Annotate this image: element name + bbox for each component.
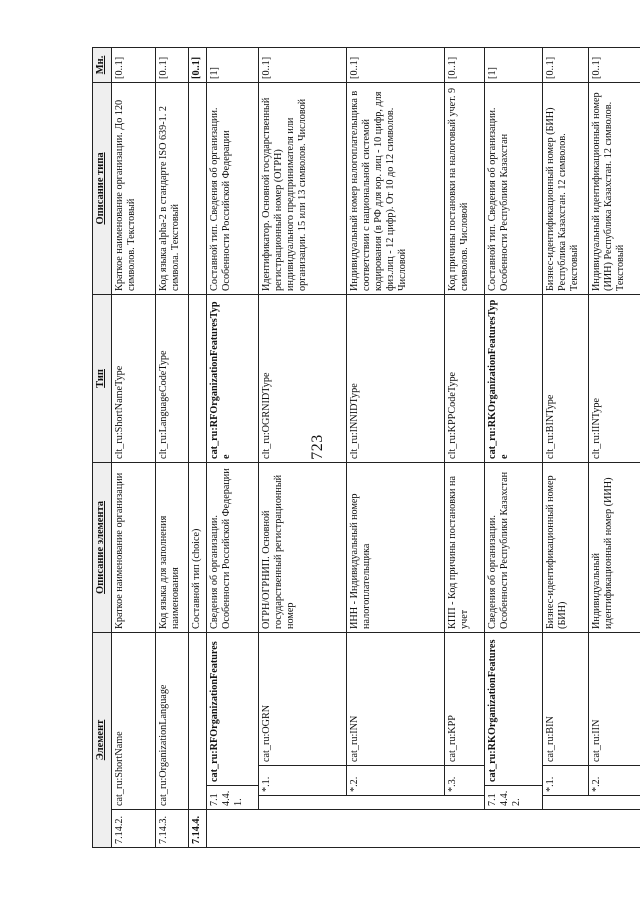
- element-name: cat_ru:RFOrganizationFeatures: [207, 632, 259, 785]
- element-name: cat_ru:INN: [347, 632, 445, 765]
- indent-cell: [259, 796, 347, 810]
- type-description: Код причины постановки на налоговый учет. 9 символов. Числовой: [445, 82, 485, 294]
- type-description-empty: [189, 82, 207, 294]
- element-description: КПП - Код причины постановки на учет: [445, 462, 485, 632]
- header-multiplicity: Мн.: [93, 47, 112, 82]
- indent-cell: [347, 796, 445, 810]
- header-element: Элемент: [93, 632, 112, 847]
- multiplicity: [0..1]: [112, 47, 156, 82]
- element-name: cat_ru:OGRN: [259, 632, 347, 765]
- type-description: Составной тип. Сведения об организации. Особенности Республики Казахстан: [485, 82, 543, 294]
- element-description: ОГРН/ОГРНИП. Основной государственный регистрационный номер: [259, 462, 347, 632]
- element-description: Индивидуальный идентификационный номер (ИИН): [589, 462, 640, 632]
- row-number: *.1.: [259, 766, 347, 796]
- type-description: Бизнес-идентификационный номер (БИН) Республика Казахстан. 12 символов. Текстовый: [543, 82, 589, 294]
- element-description: Составной тип (choice): [189, 462, 207, 632]
- row-number: *.2.: [589, 766, 640, 796]
- multiplicity: [0..1]: [347, 47, 445, 82]
- row-number: *.3.: [445, 766, 485, 796]
- type-name: clt_ru:ShortNameType: [112, 294, 156, 462]
- table-row: [485, 47, 543, 847]
- type-description: Составной тип. Сведения об организации. Особенности Российской Федерации: [207, 82, 259, 294]
- table-row: [543, 47, 589, 847]
- table-row: [189, 47, 207, 847]
- type-name: clt_ru:KPPCodeType: [445, 294, 485, 462]
- row-number: 7.14.4.1.: [207, 786, 259, 810]
- element-name: cat_ru:ShortName: [112, 632, 156, 809]
- header-element-description: Описание элемента: [93, 462, 112, 632]
- element-description: Сведения об организации. Особенности Республики Казахстан: [485, 462, 543, 632]
- element-name: cat_ru:BIN: [543, 632, 589, 765]
- indent-cell: [445, 796, 485, 810]
- type-description: Краткое наименование организации. До 120 символов. Текстовый: [112, 82, 156, 294]
- indent-cell: [259, 810, 347, 848]
- table-row: [112, 47, 156, 847]
- indent-cell: [207, 810, 259, 848]
- type-name: cat_ru:RFOrganizationFeaturesType: [207, 294, 259, 462]
- row-number: 7.14.4.: [189, 810, 207, 848]
- element-name: cat_ru:IIN: [589, 632, 640, 765]
- table-row: [259, 47, 347, 847]
- multiplicity: [0..1]: [445, 47, 485, 82]
- type-description: Идентификатор. Основной государственный регистрационный номер (ОГРН) индивидуального предпринимателя или организации. 15 или 13 символов. Числовой: [259, 82, 347, 294]
- multiplicity: [1]: [207, 47, 259, 82]
- type-name-empty: [189, 294, 207, 462]
- indent-cell: [485, 810, 543, 848]
- element-description: Бизнес-идентификационный номер (БИН): [543, 462, 589, 632]
- type-name: clt_ru:LanguageCodeType: [156, 294, 189, 462]
- element-name-empty: [189, 632, 207, 809]
- multiplicity: [0..1]: [189, 47, 207, 82]
- header-row: [93, 47, 112, 847]
- multiplicity: [0..1]: [543, 47, 589, 82]
- type-name: clt_ru:OGRNIDType: [259, 294, 347, 462]
- element-description: Сведения об организации. Особенности Российской Федерации: [207, 462, 259, 632]
- indent-cell: [347, 810, 445, 848]
- page-number: 723: [308, 434, 326, 460]
- indent-cell: [589, 810, 640, 848]
- table-row: [207, 47, 259, 847]
- multiplicity: [0..1]: [156, 47, 189, 82]
- row-number: 7.14.3.: [156, 810, 189, 848]
- element-name: cat_ru:RKOrganizationFeatures: [485, 632, 543, 785]
- element-name: cat_ru:OrganizationLanguage: [156, 632, 189, 809]
- type-name: cat_ru:RKOrganizationFeaturesType: [485, 294, 543, 462]
- row-number: 7.14.2.: [112, 810, 156, 848]
- schema-table: [92, 47, 640, 848]
- table-row: [589, 47, 640, 847]
- indent-cell: [543, 796, 589, 810]
- indent-cell: [445, 810, 485, 848]
- row-number: *.1.: [543, 766, 589, 796]
- multiplicity: [0..1]: [589, 47, 640, 82]
- element-name: cat_ru:KPP: [445, 632, 485, 765]
- header-type: Тип: [93, 294, 112, 462]
- element-description: Код языка для заполнения наименования: [156, 462, 189, 632]
- header-type-description: Описание типа: [93, 82, 112, 294]
- multiplicity: [1]: [485, 47, 543, 82]
- indent-cell: [543, 810, 589, 848]
- element-description: ИНН - Индивидуальный номер налогоплательщика: [347, 462, 445, 632]
- row-number: *.2.: [347, 766, 445, 796]
- indent-cell: [589, 796, 640, 810]
- table-row: [156, 47, 189, 847]
- type-description: Индивидуальный идентификационный номер (ИИН) Республика Казахстан. 12 символов. Текстовый: [589, 82, 640, 294]
- table-row: [347, 47, 445, 847]
- row-number: 7.14.4.2.: [485, 786, 543, 810]
- type-name: clt_ru:BINType: [543, 294, 589, 462]
- rotated-table-container: [92, 48, 627, 848]
- element-description: Краткое наименование организации: [112, 462, 156, 632]
- type-name: clt_ru:IINType: [589, 294, 640, 462]
- table-row: [445, 47, 485, 847]
- type-description: Код языка alpha-2 в стандарте ISO 639-1. 2 символа. Текстовый: [156, 82, 189, 294]
- type-name: clt_ru:INNIDType: [347, 294, 445, 462]
- multiplicity: [0..1]: [259, 47, 347, 82]
- type-description: Индивидуальный номер налогоплательщика в соответствии с национальной системой кодирования (в РФ для юр. лиц - 10 цифр, для физ.лиц - 12 цифр). От 10 до 12 символов. Числовой: [347, 82, 445, 294]
